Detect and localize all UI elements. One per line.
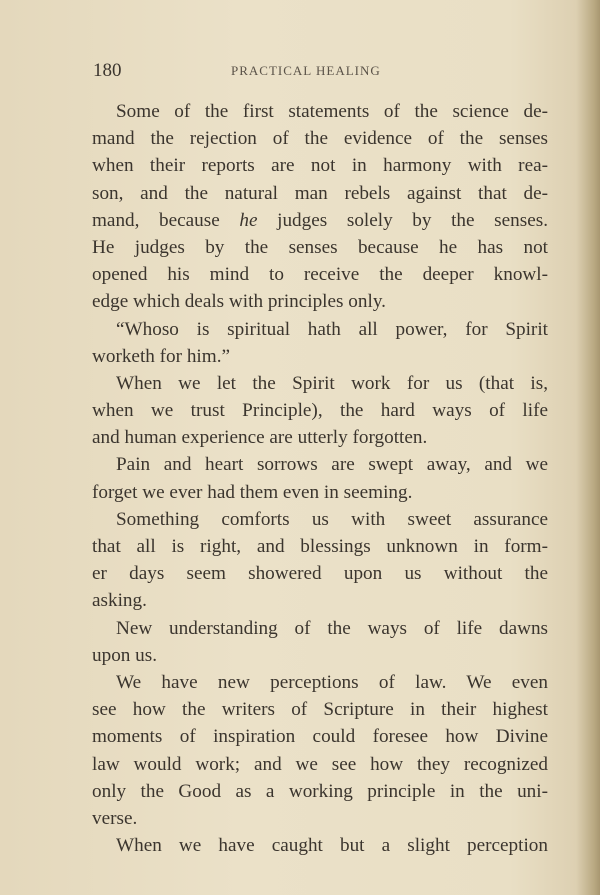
text-line: When we have caught but a slight perception [116,835,548,857]
text-line: When we let the Spirit work for us (that is, [116,372,548,394]
text-line: mand, because he judges solely by the senses. [92,209,548,231]
text-line: verse. [92,807,138,829]
text-line: forget we ever had them even in seeming. [92,481,413,503]
running-title: PRACTICAL HEALING [231,63,381,78]
text-line: and human experience are utterly forgotten. [92,427,428,449]
text-line: Pain and heart sorrows are swept away, and we [116,454,548,476]
text-line: upon us. [92,644,158,666]
text-line: He judges by the senses because he has not [92,236,548,258]
page-header [93,60,548,90]
text-line: see how the writers of Scripture in their highest [92,699,548,721]
text-line: asking. [92,590,147,612]
text-line: We have new perceptions of law. We even [116,671,548,693]
page-number: 180 [93,60,122,81]
text-line: edge which deals with principles only. [92,291,386,313]
text-line: when we trust Principle), the hard ways of life [92,400,548,422]
page-body-text [92,98,548,859]
text-line: moments of inspiration could foresee how Divine [92,726,548,748]
text-line: opened his mind to receive the deeper knowl- [92,264,548,286]
text-line: only the Good as a working principle in the uni- [92,780,548,802]
text-line: worketh for him.” [92,345,231,367]
text-line: Something comforts us with sweet assurance [116,508,548,530]
text-line: mand the rejection of the evidence of the senses [92,128,548,150]
text-line: er days seem showered upon us without the [92,563,548,585]
text-line: law would work; and we see how they recognized [92,753,548,775]
text-line: son, and the natural man rebels against that de- [92,182,548,204]
text-line: New understanding of the ways of life dawns [116,617,548,639]
text-line: that all is right, and blessings unknown in form- [92,536,548,557]
text-line: when their reports are not in harmony with rea- [92,155,548,177]
text-line: “Whoso is spiritual hath all power, for Spirit [116,318,548,340]
text-line: Some of the first statements of the science de- [116,101,548,122]
emphasized-word: he [239,209,258,231]
